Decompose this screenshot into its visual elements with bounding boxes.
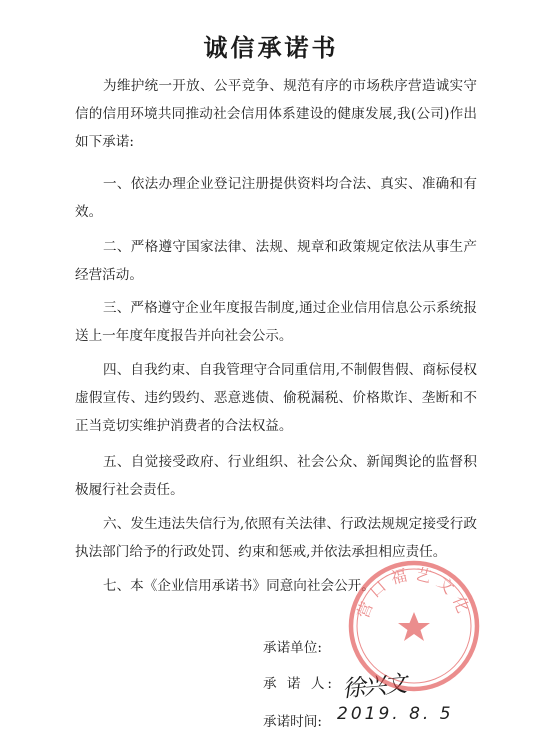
document-title: 诚信承诺书 [203, 33, 339, 62]
handwritten-date: 2019. 8. 5 [337, 704, 454, 724]
commitment-item-4: 四、自我约束、自我管理守合同重信用,不制假售假、商标侵权虚假宣传、违约毁约、恶意逃债、偷税漏税、价格欺诈、垄断和不正当竞切实维护消费者的合法权益。 [75, 362, 477, 434]
commitment-item-6: 六、发生违法失信行为,依照有关法律、行政法规规定接受行政执法部门给予的行政处罚、约束和惩戒,并依法承担相应责任。 [75, 516, 477, 560]
time-label: 承诺时间: [263, 714, 322, 730]
company-seal-stamp [344, 556, 484, 696]
commitment-item-3: 三、严格遵守企业年度报告制度,通过企业信用信息公示系统报送上一年度年度报告并向社会公示。 [75, 300, 477, 344]
commitment-item-2: 二、严格遵守国家法律、法规、规章和政策规定依法从事生产经营活动。 [75, 239, 477, 283]
unit-label: 承诺单位: [263, 640, 322, 656]
intro-paragraph: 为维护统一开放、公平竞争、规范有序的市场秩序营造诚实守信的信用环境共同推动社会信用体系建设的健康发展,我(公司)作出如下承诺: [75, 78, 477, 150]
commitment-item-7: 七、本《企业信用承诺书》同意向社会公开。 [103, 578, 375, 594]
commitment-item-5: 五、自觉接受政府、行业组织、社会公众、新闻舆论的监督积极履行社会责任。 [75, 454, 477, 498]
person-label: 承 诺 人: [263, 676, 336, 692]
seal-text: 营口福艺文化 [353, 564, 475, 621]
seal-star-icon [398, 612, 430, 641]
commitment-item-1: 一、依法办理企业登记注册提供资料均合法、真实、准确和有效。 [75, 176, 477, 220]
handwritten-signature: 徐兴文 [341, 671, 407, 703]
